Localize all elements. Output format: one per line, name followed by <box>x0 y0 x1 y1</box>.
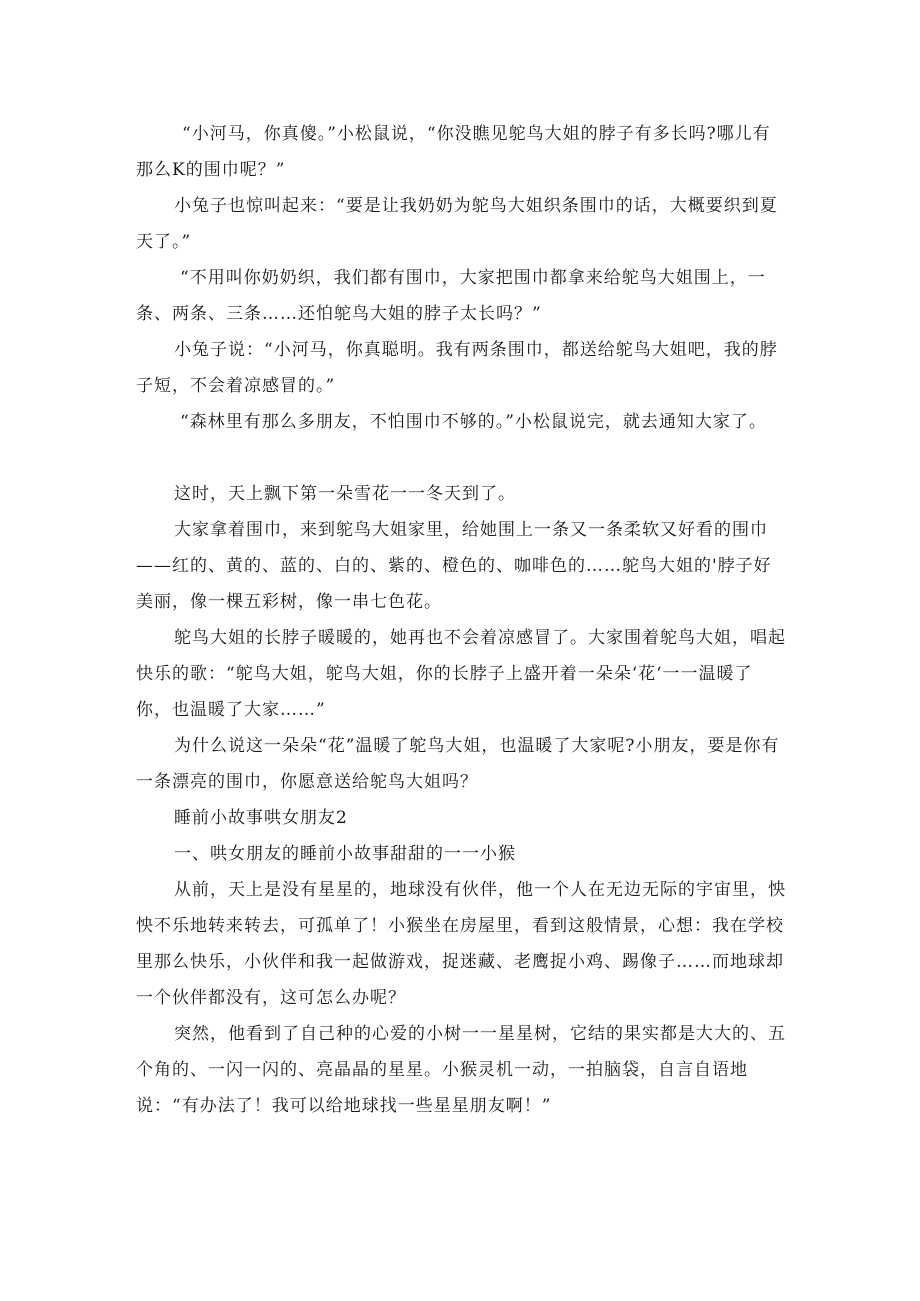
story-paragraph: 鸵鸟大姐的长脖子暖暖的，她再也不会着凉感冒了。大家围着鸵鸟大姐，唱起快乐的歌：“鸵鸟大姐，鸵鸟大姐，你的长脖子上盛开着一朵朵‘花‘一一温暖了你，也温暖了大家……” <box>136 628 786 720</box>
story-paragraph: 为什么说这一朵朵“花”温暖了鸵鸟大姐，也温暖了大家呢?小朋友，要是你有一条漂亮的围巾，你愿意送给鸵鸟大姐吗？ <box>136 736 780 792</box>
story-paragraph: “不用叫你奶奶织，我们都有围巾，大家把围巾都拿来给鸵鸟大姐围上，一条、两条、三条……还怕鸵鸟大姐的脖子太长吗？” <box>136 268 766 324</box>
section-title: 睡前小故事哄女朋友2 <box>174 808 348 828</box>
story-paragraph: “小河马，你真傻。”小松鼠说，“你没瞧见鸵鸟大姐的脖子有多长吗?哪儿有那么K的围巾呢？” <box>136 124 771 180</box>
story-paragraph: 大家拿着围巾，来到鸵鸟大姐家里，给她围上一条又一条柔软又好看的围巾——红的、黄的、蓝的、白的、紫的、橙色的、咖啡色的……鸵鸟大姐的'脖子好美丽，像一棵五彩树，像一串七色花。 <box>136 520 772 612</box>
story-paragraph: “森林里有那么多朋友，不怕围巾不够的。”小松鼠说完，就去通知大家了。 <box>180 412 767 432</box>
story-paragraph: 这时，天上飘下第一朵雪花一一冬天到了。 <box>174 484 516 504</box>
story-paragraph: 小兔子说：“小河马，你真聪明。我有两条围巾，都送给鸵鸟大姐吧，我的脖子短，不会着凉感冒的。” <box>136 340 778 396</box>
story-paragraph: 从前，天上是没有星星的，地球没有伙伴，他一个人在无边无际的宇宙里，怏怏不乐地转来转去，可孤单了！小猴坐在房屋里，看到这般情景，心想：我在学校里那么快乐，小伙伴和我一起做游戏，捉迷藏、老鹰捉小鸡、踢像子……而地球却一个伙伴都没有，这可怎么办呢？ <box>136 880 786 1008</box>
story-paragraph: 突然，他看到了自己种的心爱的小树一一星星树，它结的果实都是大大的、五个角的、一闪一闪的、亮晶晶的星星。小猴灵机一动，一拍脑袋，自言自语地说：“有办法了！我可以给地球找一些星星朋友啊！” <box>136 1024 786 1116</box>
story-paragraph: 小兔子也惊叫起来：“要是让我奶奶为鸵鸟大姐织条围巾的话，大概要织到夏天了。” <box>136 196 778 252</box>
story-subtitle: 一、哄女朋友的睡前小故事甜甜的一一小猴 <box>174 844 516 864</box>
